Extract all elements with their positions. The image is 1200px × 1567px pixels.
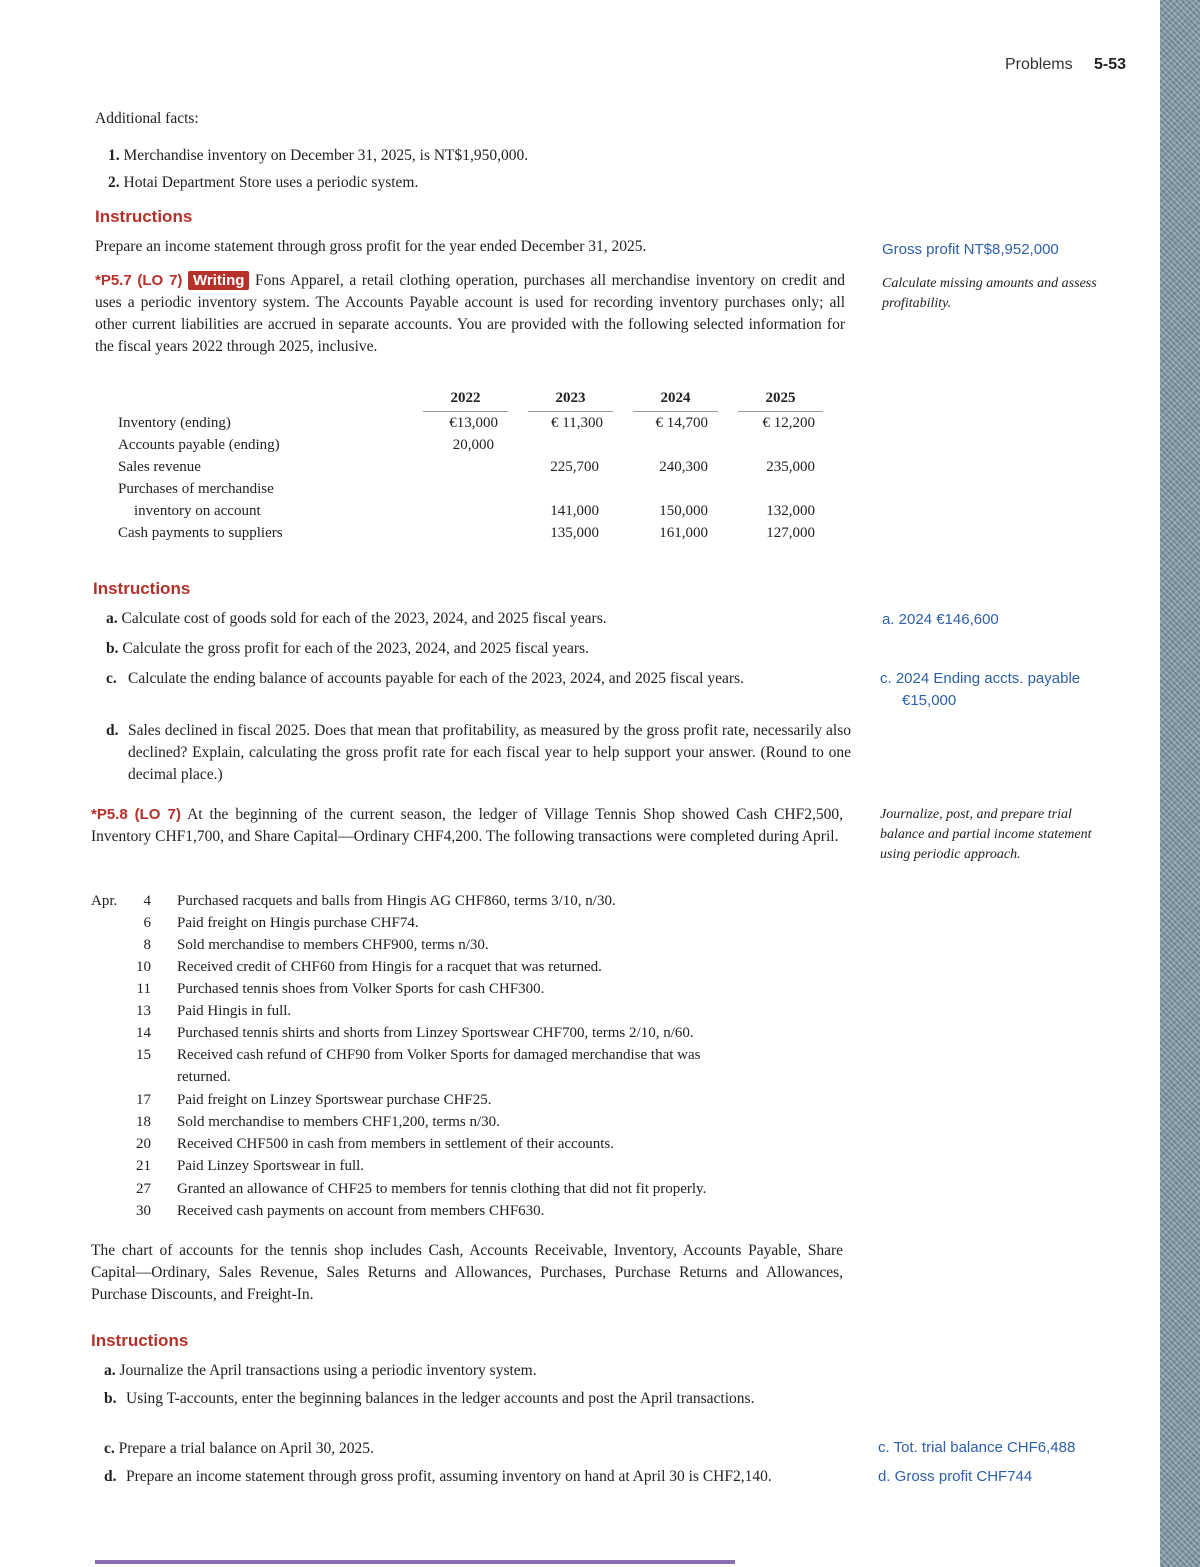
fact-number: 2. bbox=[108, 174, 120, 191]
learning-objective: (LO 7) bbox=[134, 806, 181, 823]
problem-5-7-statement bbox=[95, 270, 845, 358]
transaction-text: Received cash refund of CHF90 from Volker Sports for damaged merchandise that was bbox=[177, 1047, 701, 1063]
transaction-day: 14 bbox=[136, 1025, 151, 1041]
year-header: 2025 bbox=[738, 387, 823, 412]
fact-item-1 bbox=[108, 145, 528, 167]
instruction-text: Calculate the ending balance of accounts payable for each of the 2023, 2024, and 2025 fiscal years. bbox=[128, 670, 744, 687]
instruction-text: Prepare an income statement through gross profit, assuming inventory on hand at April 30 is CHF2,140. bbox=[126, 1468, 772, 1485]
instruction-letter: c. bbox=[104, 1440, 115, 1457]
transaction-text: Received cash payments on account from members CHF630. bbox=[177, 1203, 545, 1219]
transaction-text: Received credit of CHF60 from Hingis for a racquet that was returned. bbox=[177, 959, 602, 975]
instructions-heading-p57: Instructions bbox=[93, 579, 191, 598]
p58-instruction-c bbox=[104, 1438, 844, 1460]
transaction-list bbox=[91, 890, 851, 1230]
chart-of-accounts-paragraph: The chart of accounts for the tennis shop includes Cash, Accounts Receivable, Inventory, Accounts Payable, Share Capital—Ordinary, Sales Revenue, Sales Returns and Allowances, Purchases, Purchase Returns and Allowances, Purchase Discounts, and Freight-In. bbox=[91, 1242, 843, 1303]
transaction-day: 4 bbox=[143, 893, 151, 909]
p57-instruction-c bbox=[106, 668, 851, 690]
transaction-text: Purchased racquets and balls from Hingis AG CHF860, terms 3/10, n/30. bbox=[177, 893, 616, 909]
instruction-text: Journalize the April transactions using a periodic inventory system. bbox=[119, 1362, 537, 1379]
margin-note-gross-profit: Gross profit NT$8,952,000 bbox=[882, 241, 1059, 258]
table-cell: € 14,700 bbox=[655, 415, 708, 431]
page-edge-strip bbox=[1160, 0, 1200, 1567]
transaction-day: 13 bbox=[136, 1003, 151, 1019]
instruction-letter: b. bbox=[104, 1390, 117, 1407]
problem-number: *P5.7 bbox=[95, 272, 132, 289]
transaction-text: Paid freight on Linzey Sportswear purchase CHF25. bbox=[177, 1092, 492, 1108]
p58-instruction-d bbox=[104, 1466, 844, 1488]
table-cell: 235,000 bbox=[766, 459, 815, 475]
table-cell: 127,000 bbox=[766, 525, 815, 541]
fact-item-2 bbox=[108, 172, 418, 194]
table-cell: 141,000 bbox=[550, 503, 599, 519]
transaction-text: Paid Hingis in full. bbox=[177, 1003, 292, 1019]
transaction-text-continued: returned. bbox=[177, 1069, 231, 1085]
instruction-text: Prepare a trial balance on April 30, 2025. bbox=[118, 1440, 374, 1457]
transaction-text: Granted an allowance of CHF25 to members for tennis clothing that did not fit properly. bbox=[177, 1181, 707, 1197]
transaction-day: 17 bbox=[136, 1092, 151, 1108]
fact-text: Hotai Department Store uses a periodic system. bbox=[123, 174, 419, 191]
instruction-text: Calculate cost of goods sold for each of the 2023, 2024, and 2025 fiscal years. bbox=[121, 610, 607, 627]
problem-text: Fons Apparel, a retail clothing operation, purchases all merchandise inventory on credit and uses a periodic inventory system. The Accounts Payable account is used for recording inventory purchases only; all other current liabilities are accrued in separate accounts. You are provided with the following selected information for the fiscal years 2022 through 2025, inclusive. bbox=[95, 272, 845, 355]
p57-data-table bbox=[118, 387, 828, 552]
margin-note-p57-objective: Calculate missing amounts and assess profitability. bbox=[882, 276, 1097, 311]
margin-note-p57-c-amount: €15,000 bbox=[902, 692, 957, 709]
transaction-text: Paid Linzey Sportswear in full. bbox=[177, 1158, 365, 1174]
running-header-label: Problems bbox=[1005, 56, 1073, 73]
transaction-text: Purchased tennis shoes from Volker Sports for cash CHF300. bbox=[177, 981, 545, 997]
table-cell: 135,000 bbox=[550, 525, 599, 541]
instructions-heading-intro: Instructions bbox=[95, 207, 193, 226]
table-cell: 132,000 bbox=[766, 503, 815, 519]
transaction-day: 21 bbox=[136, 1158, 151, 1174]
transaction-day: 20 bbox=[136, 1136, 151, 1152]
transaction-day: 10 bbox=[136, 959, 151, 975]
table-cell: € 12,200 bbox=[762, 415, 815, 431]
p57-instruction-d bbox=[106, 720, 851, 786]
transaction-day: 27 bbox=[136, 1181, 151, 1197]
transaction-text: Sold merchandise to members CHF900, terms n/30. bbox=[177, 937, 489, 953]
p57-instruction-b bbox=[106, 638, 851, 660]
margin-note-p57-a: a. 2024 €146,600 bbox=[882, 611, 999, 628]
table-cell: 225,700 bbox=[550, 459, 599, 475]
instruction-letter: c. bbox=[106, 670, 117, 687]
fact-text: Merchandise inventory on December 31, 2025, is NT$1,950,000. bbox=[123, 147, 529, 164]
transaction-text: Purchased tennis shirts and shorts from Linzey Sportswear CHF700, terms 2/10, n/60. bbox=[177, 1025, 694, 1041]
problem-5-8-statement bbox=[91, 804, 843, 848]
transaction-day: 15 bbox=[136, 1047, 151, 1063]
transaction-day: 11 bbox=[136, 981, 151, 997]
year-header: 2022 bbox=[423, 387, 508, 412]
transaction-day: 8 bbox=[143, 937, 151, 953]
problem-number: *P5.8 bbox=[91, 806, 128, 823]
margin-note-p57-c: c. 2024 Ending accts. payable bbox=[880, 670, 1081, 687]
instructions-heading-p58: Instructions bbox=[91, 1331, 189, 1350]
transaction-day: 6 bbox=[143, 915, 151, 931]
instruction-letter: a. bbox=[106, 610, 118, 627]
transaction-text: Received CHF500 in cash from members in settlement of their accounts. bbox=[177, 1136, 614, 1152]
row-label: Accounts payable (ending) bbox=[118, 437, 280, 453]
margin-note-p58-c: c. Tot. trial balance CHF6,488 bbox=[878, 1439, 1076, 1456]
transaction-text: Paid freight on Hingis purchase CHF74. bbox=[177, 915, 419, 931]
table-cell: 150,000 bbox=[659, 503, 708, 519]
margin-note-p58-d: d. Gross profit CHF744 bbox=[878, 1468, 1033, 1485]
learning-objective: (LO 7) bbox=[137, 272, 183, 289]
intro-instructions-text: Prepare an income statement through gross profit for the year ended December 31, 2025. bbox=[95, 238, 647, 255]
row-label: inventory on account bbox=[134, 503, 261, 519]
p58-instruction-b bbox=[104, 1388, 844, 1410]
year-header: 2024 bbox=[633, 387, 718, 412]
p57-instruction-a bbox=[106, 608, 851, 630]
row-label: Purchases of merchandise bbox=[118, 481, 274, 497]
row-label: Sales revenue bbox=[118, 459, 201, 475]
instruction-text: Sales declined in fiscal 2025. Does that mean that profitability, as measured by the gross profit rate, necessarily also declined? Explain, calculating the gross profit rate for each fiscal year to help support your answer. (Round to one decimal place.) bbox=[128, 722, 851, 783]
fact-number: 1. bbox=[108, 147, 120, 164]
row-label: Inventory (ending) bbox=[118, 415, 231, 431]
writing-badge: Writing bbox=[188, 271, 249, 290]
table-cell: € 11,300 bbox=[551, 415, 603, 431]
instruction-letter: a. bbox=[104, 1362, 116, 1379]
transaction-day: 30 bbox=[136, 1203, 151, 1219]
bottom-rule bbox=[95, 1560, 735, 1564]
row-label: Cash payments to suppliers bbox=[118, 525, 283, 541]
table-cell: 240,300 bbox=[659, 459, 708, 475]
table-cell: 20,000 bbox=[452, 437, 494, 453]
instruction-letter: b. bbox=[106, 640, 119, 657]
transaction-day: 18 bbox=[136, 1114, 151, 1130]
additional-facts-label: Additional facts: bbox=[95, 110, 199, 127]
instruction-letter: d. bbox=[104, 1468, 117, 1485]
page-number: 5-53 bbox=[1094, 56, 1127, 73]
instruction-text: Using T-accounts, enter the beginning balances in the ledger accounts and post the April transactions. bbox=[126, 1390, 755, 1407]
margin-note-p58-objective: Journalize, post, and prepare trial balance and partial income statement using periodic approach. bbox=[880, 807, 1092, 862]
problem-text: At the beginning of the current season, the ledger of Village Tennis Shop showed Cash CHF2,500, Inventory CHF1,700, and Share Capital—Ordinary CHF4,200. The following transactions were completed during April. bbox=[91, 806, 843, 845]
table-cell: 161,000 bbox=[659, 525, 708, 541]
p58-instruction-a bbox=[104, 1360, 844, 1382]
transaction-text: Sold merchandise to members CHF1,200, terms n/30. bbox=[177, 1114, 500, 1130]
year-header: 2023 bbox=[528, 387, 613, 412]
table-cell: €13,000 bbox=[449, 415, 498, 431]
instruction-letter: d. bbox=[106, 722, 119, 739]
month-label: Apr. bbox=[91, 893, 118, 909]
instruction-text: Calculate the gross profit for each of the 2023, 2024, and 2025 fiscal years. bbox=[122, 640, 589, 657]
